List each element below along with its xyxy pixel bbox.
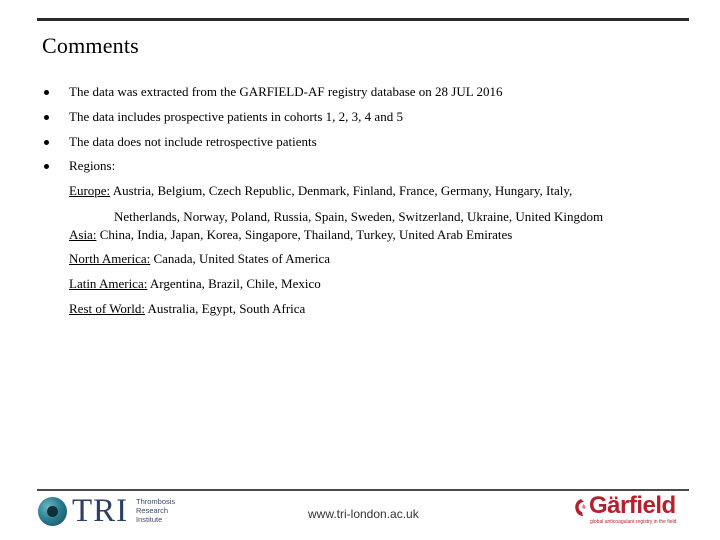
region-name: Rest of World: (69, 301, 145, 316)
region-north-america (69, 251, 330, 267)
region-name: Europe: (69, 183, 111, 198)
region-europe (69, 183, 572, 199)
region-europe-continued (114, 209, 603, 225)
region-rest-of-world (69, 301, 305, 317)
region-countries: Canada, United States of America (150, 251, 331, 266)
slide-title: Comments (42, 33, 139, 58)
bullet-icon (44, 164, 49, 169)
tri-subtitle-line: Institute (136, 515, 163, 524)
region-countries: Argentina, Brazil, Chile, Mexico (147, 276, 321, 291)
garfield-wordmark: Gärfield (589, 492, 676, 519)
tri-logo-letters: TRI (72, 493, 129, 529)
region-countries: Australia, Egypt, South Africa (145, 301, 306, 316)
bullet-icon (44, 90, 49, 95)
region-name: Latin America: (69, 276, 148, 291)
region-latin-america (69, 276, 321, 292)
footer-url: www.tri-london.ac.uk (308, 507, 419, 521)
footer-divider (37, 489, 689, 491)
region-name: North America: (69, 251, 151, 266)
bullet-text: The data was extracted from the GARFIELD-AF registry database on 28 JUL 2016 (69, 84, 503, 99)
tri-subtitle-line: Research (136, 506, 169, 515)
region-asia (69, 227, 512, 243)
garfield-tagline: global anticoagulant registry in the field (590, 519, 677, 525)
region-countries: Austria, Belgium, Czech Republic, Denmark, Finland, France, Germany, Hungary, Italy, (110, 183, 573, 198)
tri-logo-subtitle (136, 497, 175, 524)
region-countries: China, India, Japan, Korea, Singapore, Thailand, Turkey, United Arab Emirates (96, 227, 513, 242)
top-divider (37, 18, 689, 21)
region-countries: Netherlands, Norway, Poland, Russia, Spain, Sweden, Switzerland, Ukraine, United Kingdom (114, 209, 604, 224)
bullet-text: Regions: (69, 158, 116, 173)
garfield-mark-icon (573, 498, 589, 518)
bullet-icon (44, 115, 49, 120)
bullet-icon (44, 140, 49, 145)
garfield-logo (573, 492, 688, 529)
tri-subtitle-line: Thrombosis (136, 497, 176, 506)
bullet-text: The data does not include retrospective patients (69, 134, 317, 149)
region-name: Asia: (69, 227, 97, 242)
tri-circle-icon (38, 497, 67, 526)
bullet-text: The data includes prospective patients in cohorts 1, 2, 3, 4 and 5 (69, 109, 403, 124)
